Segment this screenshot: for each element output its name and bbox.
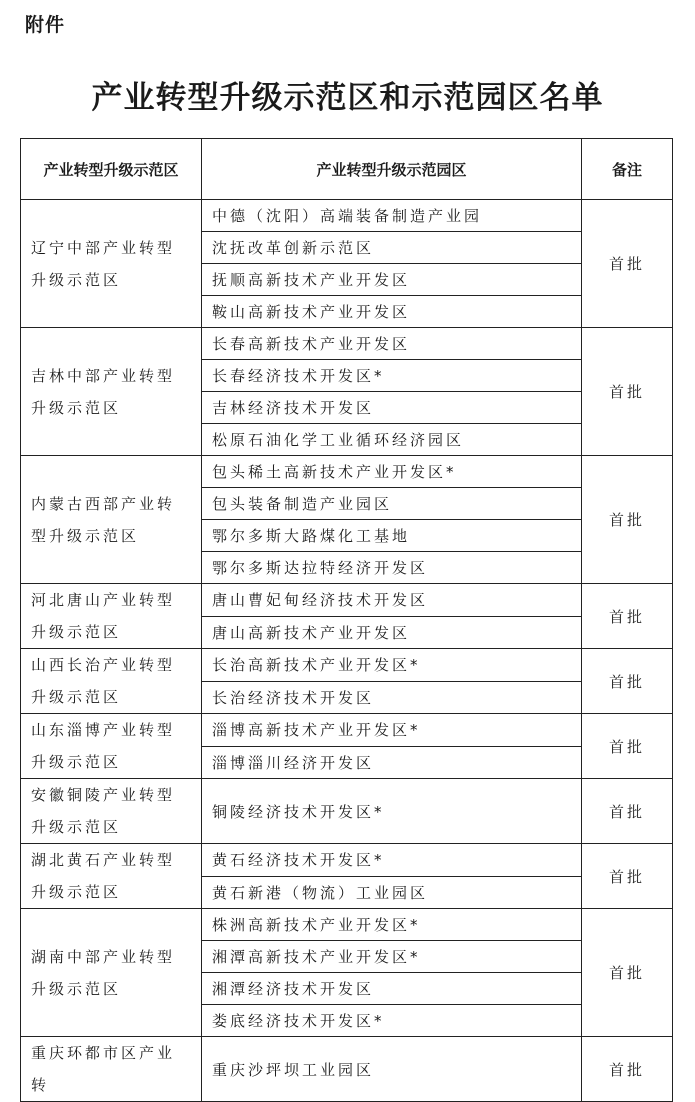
park-name-cell: 唐山曹妃甸经济技术开发区 (202, 584, 582, 617)
zone-name-cell: 山东淄博产业转型升级示范区 (21, 714, 202, 779)
park-name-cell: 鄂尔多斯大路煤化工基地 (202, 520, 582, 552)
table-row (21, 779, 673, 844)
park-name-cell: 包头稀土高新技术产业开发区* (202, 456, 582, 488)
header-zone: 产业转型升级示范区 (21, 139, 202, 200)
table-row (21, 328, 673, 360)
note-cell: 首批 (582, 456, 673, 584)
header-park: 产业转型升级示范园区 (202, 139, 582, 200)
park-name-cell: 中德（沈阳）高端装备制造产业园 (202, 200, 582, 232)
zone-name-cell: 湖北黄石产业转型升级示范区 (21, 844, 202, 909)
table-row (21, 649, 673, 682)
zone-name-cell: 山西长治产业转型升级示范区 (21, 649, 202, 714)
table-row (21, 909, 673, 941)
zone-name-cell: 内蒙古西部产业转型升级示范区 (21, 456, 202, 584)
park-name-cell: 长春高新技术产业开发区 (202, 328, 582, 360)
note-cell: 首批 (582, 328, 673, 456)
park-name-cell: 长治高新技术产业开发区* (202, 649, 582, 682)
park-name-cell: 鞍山高新技术产业开发区 (202, 296, 582, 328)
park-name-cell: 淄博淄川经济开发区 (202, 746, 582, 779)
note-cell: 首批 (582, 779, 673, 844)
park-name-cell: 包头装备制造产业园区 (202, 488, 582, 520)
park-name-cell: 长春经济技术开发区* (202, 360, 582, 392)
zone-name-cell: 辽宁中部产业转型升级示范区 (21, 200, 202, 328)
table-row (21, 200, 673, 232)
park-name-cell: 松原石油化学工业循环经济园区 (202, 424, 582, 456)
zone-name-cell: 吉林中部产业转型升级示范区 (21, 328, 202, 456)
park-name-cell: 沈抚改革创新示范区 (202, 232, 582, 264)
park-name-cell: 铜陵经济技术开发区* (202, 779, 582, 844)
attachment-label: 附件 (25, 14, 66, 36)
park-name-cell: 唐山高新技术产业开发区 (202, 616, 582, 649)
note-cell: 首批 (582, 909, 673, 1037)
document-title: 产业转型升级示范区和示范园区名单 (91, 80, 604, 116)
table-row (21, 714, 673, 747)
note-cell: 首批 (582, 200, 673, 328)
note-cell: 首批 (582, 714, 673, 779)
table-row (21, 844, 673, 877)
park-name-cell: 鄂尔多斯达拉特经济开发区 (202, 552, 582, 584)
park-name-cell: 湘潭高新技术产业开发区* (202, 941, 582, 973)
park-name-cell: 长治经济技术开发区 (202, 681, 582, 714)
demonstration-zone-table (20, 138, 673, 1102)
zone-name-cell: 湖南中部产业转型升级示范区 (21, 909, 202, 1037)
table-row (21, 1037, 673, 1102)
zone-name-cell: 河北唐山产业转型升级示范区 (21, 584, 202, 649)
park-name-cell: 黄石新港（物流）工业园区 (202, 876, 582, 909)
zone-name-cell: 安徽铜陵产业转型升级示范区 (21, 779, 202, 844)
park-name-cell: 淄博高新技术产业开发区* (202, 714, 582, 747)
header-note: 备注 (582, 139, 673, 200)
park-name-cell: 抚顺高新技术产业开发区 (202, 264, 582, 296)
table-row (21, 584, 673, 617)
table-row (21, 456, 673, 488)
table-body (21, 200, 673, 1102)
note-cell: 首批 (582, 844, 673, 909)
park-name-cell: 吉林经济技术开发区 (202, 392, 582, 424)
note-cell: 首批 (582, 1037, 673, 1102)
note-cell: 首批 (582, 584, 673, 649)
park-name-cell: 重庆沙坪坝工业园区 (202, 1037, 582, 1102)
note-cell: 首批 (582, 649, 673, 714)
park-name-cell: 娄底经济技术开发区* (202, 1005, 582, 1037)
park-name-cell: 湘潭经济技术开发区 (202, 973, 582, 1005)
table-header-row (21, 139, 673, 200)
zone-name-cell: 重庆环都市区产业转 (21, 1037, 202, 1102)
park-name-cell: 株洲高新技术产业开发区* (202, 909, 582, 941)
park-name-cell: 黄石经济技术开发区* (202, 844, 582, 877)
